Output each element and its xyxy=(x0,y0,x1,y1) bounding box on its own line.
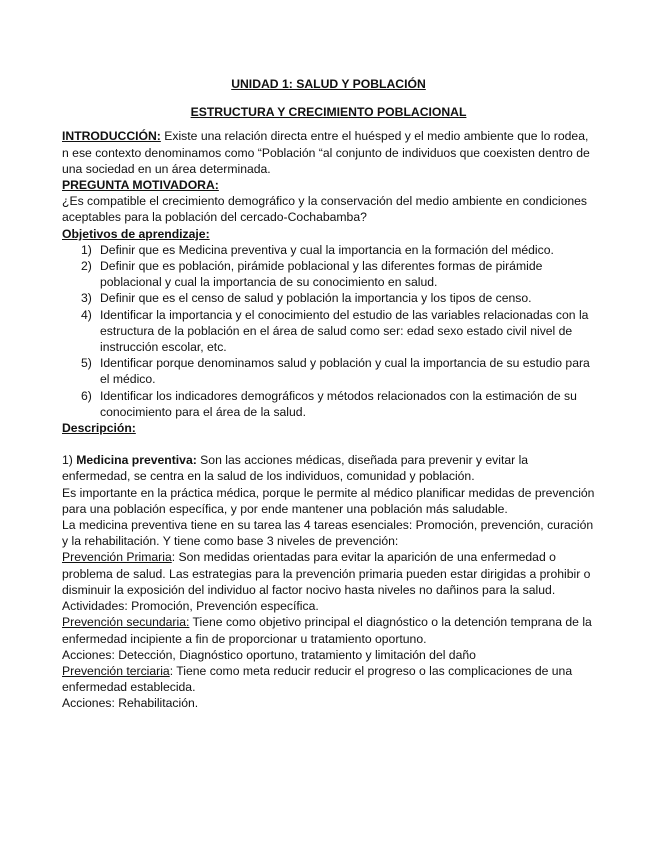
objective-number: 1) xyxy=(81,242,92,257)
question-text: ¿Es compatible el crecimiento demográfico y la conservación del medio ambiente en condiciones aceptables para la población del cercado-Cochabamba? xyxy=(62,194,588,225)
primary-prevention-paragraph xyxy=(62,549,595,598)
objective-item xyxy=(81,307,595,356)
objective-text: Definir que es Medicina preventiva y cual la importancia en la formación del médico. xyxy=(100,242,554,257)
unit-title: UNIDAD 1: SALUD Y POBLACIÓN xyxy=(231,77,426,91)
preventive-number: 1) xyxy=(62,453,77,468)
intro-label: INTRODUCCIÓN: xyxy=(62,129,161,144)
primary-activities: Actividades: Promoción, Prevención específica. xyxy=(62,599,319,614)
tertiary-prevention-text: : Tiene como meta reducir reducir el progreso o las complicaciones de una enfermedad establecida. xyxy=(62,663,573,695)
primary-prevention-text: : Son medidas orientadas para evitar la aparición de una enfermedad o problema de salud. Las estrategias para la prevención primaria pueden estar dirigidas a prohibir o disminuir la exposición del individuo al factor nocivo hasta niveles no dañinos para la salud. xyxy=(62,550,591,597)
objective-text: Identificar los indicadores demográficos y métodos relacionados con la estimación de su conocimiento para el área de la salud. xyxy=(100,388,577,419)
objective-item xyxy=(81,290,595,306)
question-label: PREGUNTA MOTIVADORA: xyxy=(62,178,219,193)
importance-paragraph: Es importante en la práctica médica, porque le permite al médico planificar medidas de prevención para una población específica, y por ende mantener una población más saludable. xyxy=(62,485,595,516)
objective-text: Identificar porque denominamos salud y población y cual la importancia de su estudio para el médico. xyxy=(100,356,590,387)
secondary-actions: Acciones: Detección, Diagnóstico oportuno, tratamiento y limitación del daño xyxy=(62,647,476,662)
objective-item xyxy=(81,388,595,420)
objective-text: Definir que es población, pirámide poblacional y las diferentes formas de pirámide poblacional y cual la importancia de su conocimiento en salud. xyxy=(100,259,543,290)
objective-number: 3) xyxy=(81,291,92,306)
objective-number: 6) xyxy=(81,388,92,403)
objective-item xyxy=(81,355,595,387)
intro-paragraph xyxy=(62,128,595,177)
objective-item xyxy=(81,258,595,290)
objectives-label: Objetivos de aprendizaje: xyxy=(62,226,210,241)
objectives-list xyxy=(62,242,595,420)
objective-text: Identificar la importancia y el conocimiento del estudio de las variables relacionadas con la estructura de la población en el área de salud como ser: edad sexo estado civil nivel de instrucción escolar, etc. xyxy=(100,307,589,355)
objective-number: 4) xyxy=(81,307,92,322)
description-label: Descripción: xyxy=(62,421,136,436)
subtitle: ESTRUCTURA Y CRECIMIENTO POBLACIONAL xyxy=(190,105,467,120)
objective-item xyxy=(81,242,595,258)
preventive-medicine-paragraph xyxy=(62,452,595,484)
secondary-prevention-paragraph xyxy=(62,614,595,646)
objective-number: 5) xyxy=(81,356,92,371)
tertiary-actions: Acciones: Rehabilitación. xyxy=(62,696,199,711)
preventive-text: Son las acciones médicas, diseñada para prevenir y evitar la enfermedad, se centra en la salud de los individuos, comunidad y población. xyxy=(62,453,529,484)
blank-line xyxy=(62,436,595,452)
preventive-label: Medicina preventiva: xyxy=(76,453,197,468)
tertiary-prevention-label: Prevención terciaria xyxy=(62,663,170,678)
secondary-prevention-text: Tiene como objetivo principal el diagnóstico o la detención temprana de la enfermedad incipiente a fin de proporcionar u tratamiento oportuno. xyxy=(62,615,592,646)
secondary-prevention-label: Prevención secundaria: xyxy=(62,615,190,630)
tertiary-prevention-paragraph xyxy=(62,663,595,695)
tasks-paragraph: La medicina preventiva tiene en su tarea las 4 tareas esenciales: Promoción, prevención, curación y la rehabilitación. Y tiene como base 3 niveles de prevención: xyxy=(62,518,594,549)
intro-text: Existe una relación directa entre el huésped y el medio ambiente que lo rodea, n ese contexto denominamos como “Población “al conjunto de individuos que coexisten dentro de una sociedad en un área determinada. xyxy=(62,129,590,176)
primary-prevention-label: Prevención Primaria xyxy=(62,550,172,565)
objective-text: Definir que es el censo de salud y población la importancia y los tipos de censo. xyxy=(100,291,532,306)
objective-number: 2) xyxy=(81,259,92,274)
